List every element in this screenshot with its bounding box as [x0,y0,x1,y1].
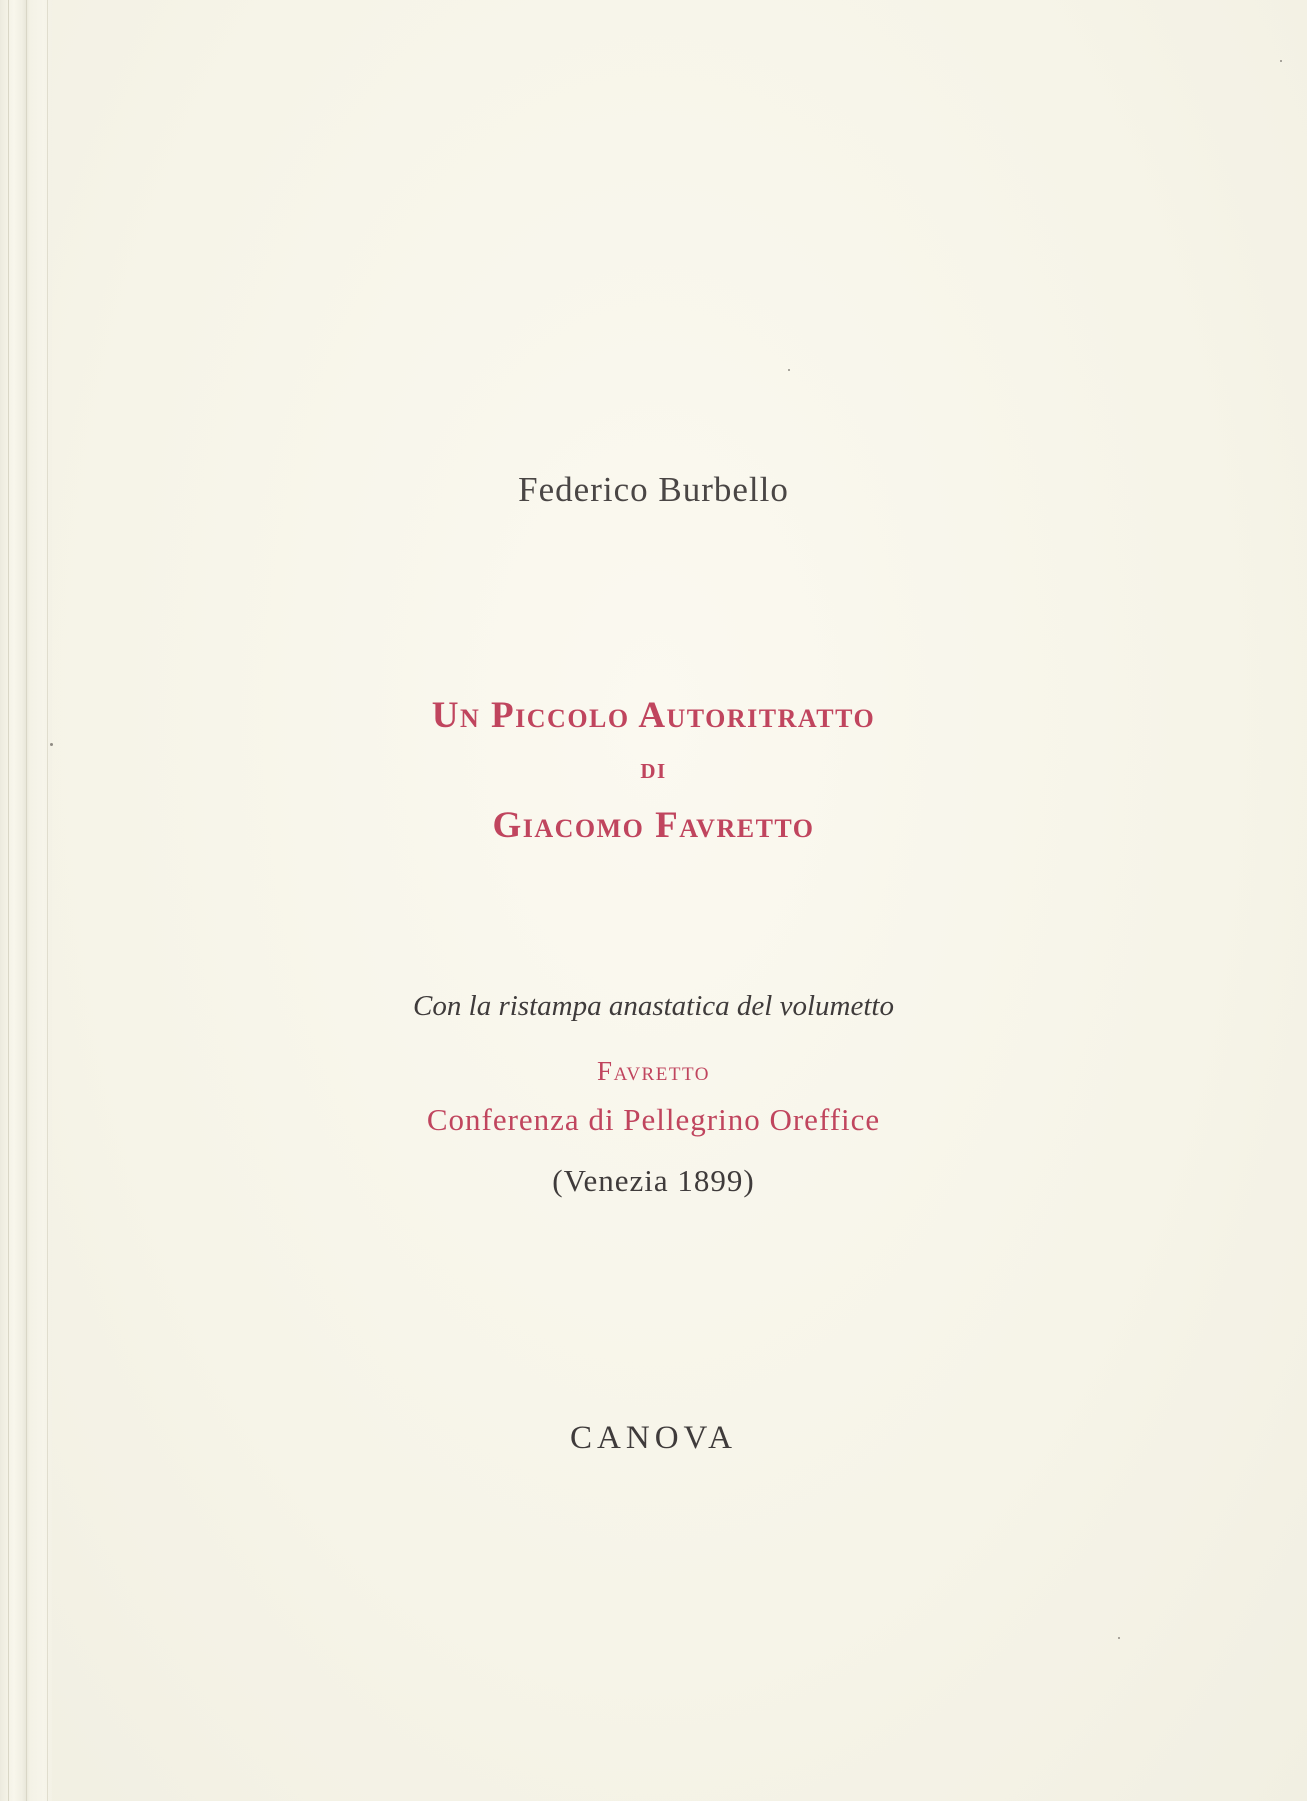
reprint-lecture: Conferenza di Pellegrino Oreffice [426,1102,881,1137]
author-name: Federico Burbello [518,470,789,509]
publisher-name: CANOVA [570,1420,737,1456]
spine-crease [8,0,9,1801]
subtitle: Con la ristampa anastatica del volumetto [413,990,894,1022]
title-line-3: Giacomo Favretto [492,805,815,846]
paper-speck [1118,1637,1120,1639]
paper-speck [1280,60,1282,62]
paper-speck [50,743,53,746]
spine-crease [47,0,48,1801]
title-line-1: Un Piccolo Autoritratto [431,695,876,736]
reprint-title: Favretto [597,1056,710,1086]
paper-speck [788,369,790,371]
title-line-2: di [640,752,667,785]
reprint-place-date: (Venezia 1899) [552,1163,755,1198]
spine-crease [26,0,27,1801]
